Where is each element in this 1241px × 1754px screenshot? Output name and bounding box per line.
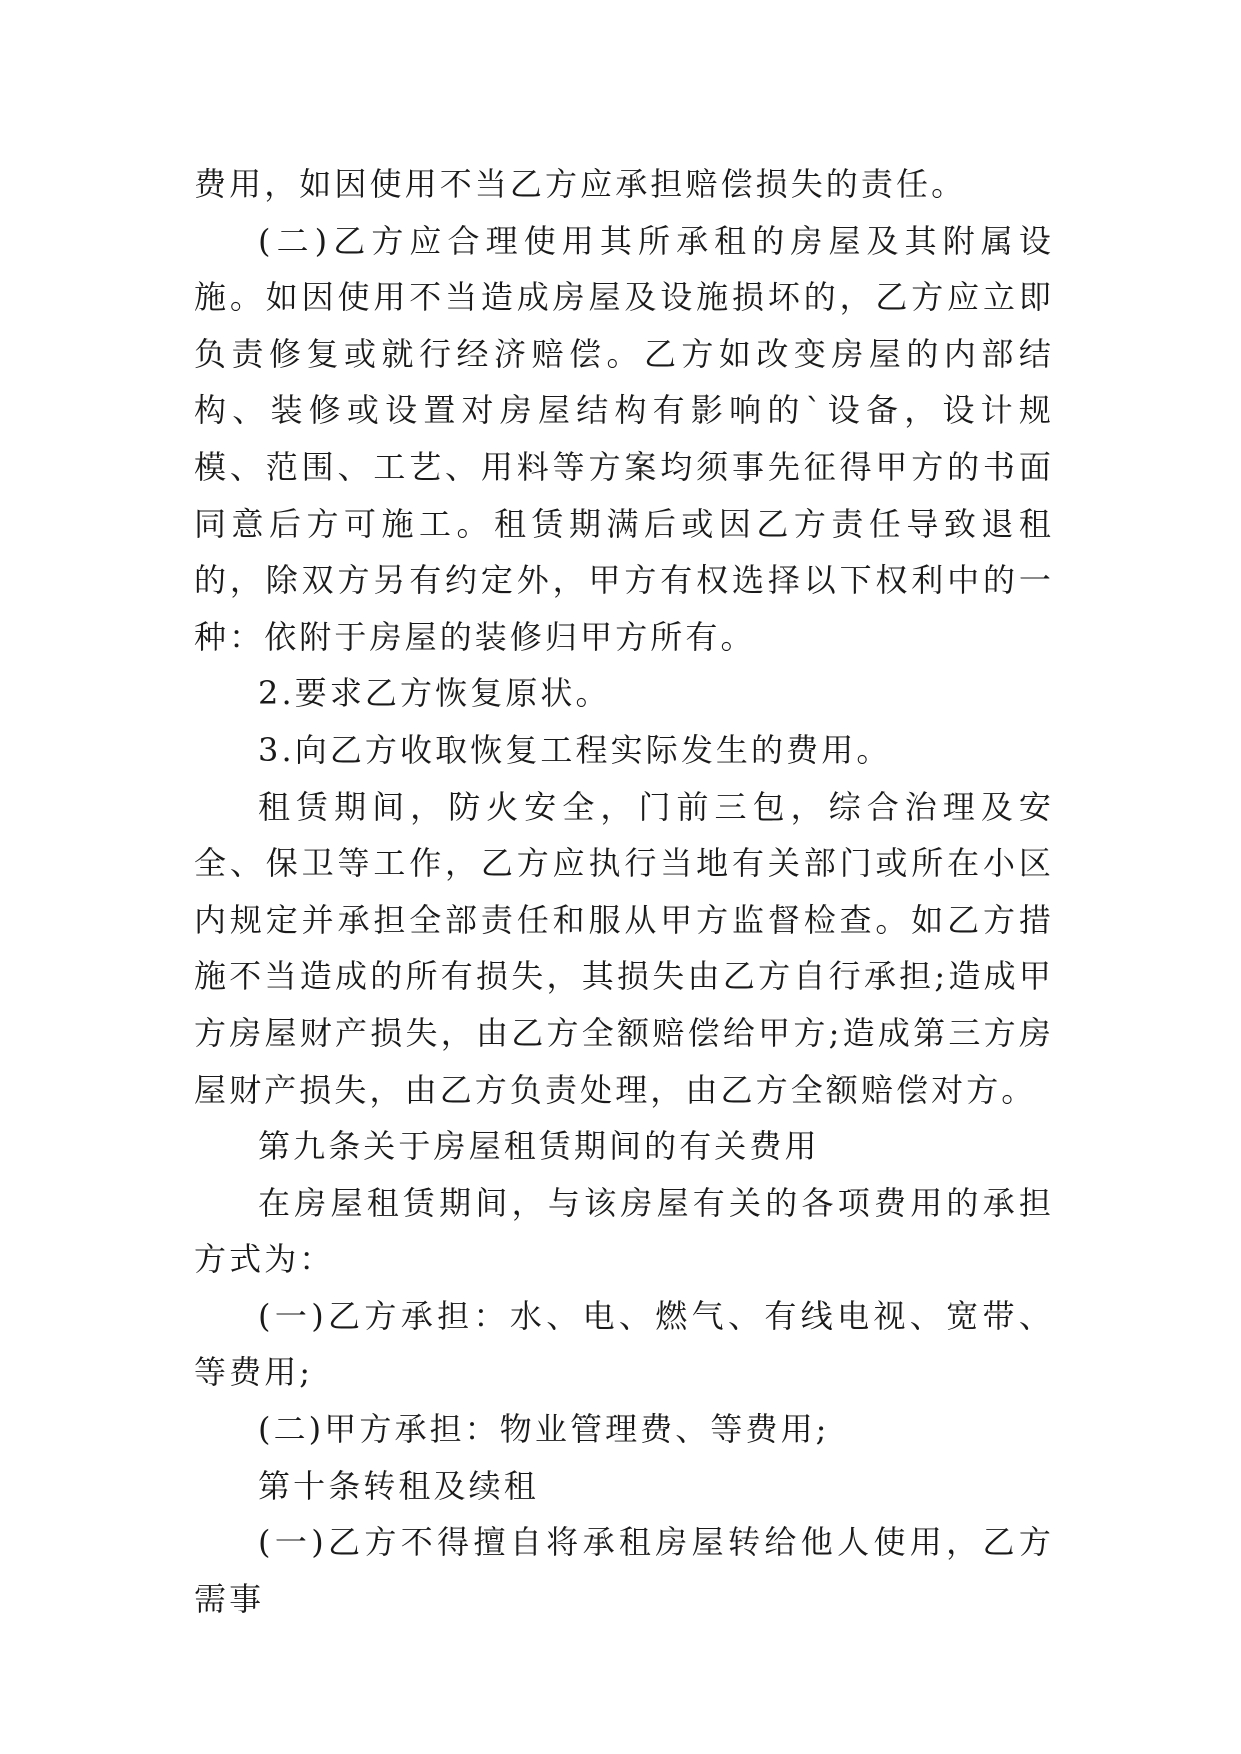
paragraph-7: 在房屋租赁期间，与该房屋有关的各项费用的承担方式为： — [194, 1183, 1054, 1279]
paragraph-5: 租赁期间，防火安全，门前三包，综合治理及安全、保卫等工作，乙方应执行当地有关部门或所在小区内规定并承担全部责任和服从甲方监督检查。如乙方措施不当造成的所有损失，其损失由乙方自行承担;造成甲方房屋财产损失，由乙方全额赔偿给甲方;造成第三方房屋财产损失，由乙方负责处理，由乙方全额赔偿对方。 — [194, 787, 1054, 1109]
paragraph-1: 费用，如因使用不当乙方应承担赔偿损失的责任。 — [194, 165, 967, 203]
document-body — [194, 156, 1054, 1627]
paragraph-11: (一)乙方不得擅自将承租房屋转给他人使用，乙方需事 — [194, 1523, 1054, 1618]
paragraph-2: (二)乙方应合理使用其所承租的房屋及其附属设施。如因使用不当造成房屋及设施损坏的，乙方应立即负责修复或就行经济赔偿。乙方如改变房屋的内部结构、装修或设置对房屋结构有影响的`设备，设计规模、范围、工艺、用料等方案均须事先征得甲方的书面同意后方可施工。租赁期满后或因乙方责任导致退租的，除双方另有约定外，甲方有权选择以下权利中的一种：依附于房屋的装修归甲方所有。 — [194, 221, 1054, 656]
section-heading-article-10: 第十条转租及续租 — [258, 1466, 539, 1505]
paragraph-4: 3.向乙方收取恢复工程实际发生的费用。 — [258, 730, 892, 769]
paragraph-8: (一)乙方承担：水、电、燃气、有线电视、宽带、等费用; — [194, 1296, 1054, 1392]
paragraph-3: 2.要求乙方恢复原状。 — [258, 674, 611, 713]
section-heading-article-9: 第九条关于房屋租赁期间的有关费用 — [258, 1127, 820, 1166]
paragraph-9: (二)甲方承担：物业管理费、等费用; — [258, 1410, 830, 1449]
